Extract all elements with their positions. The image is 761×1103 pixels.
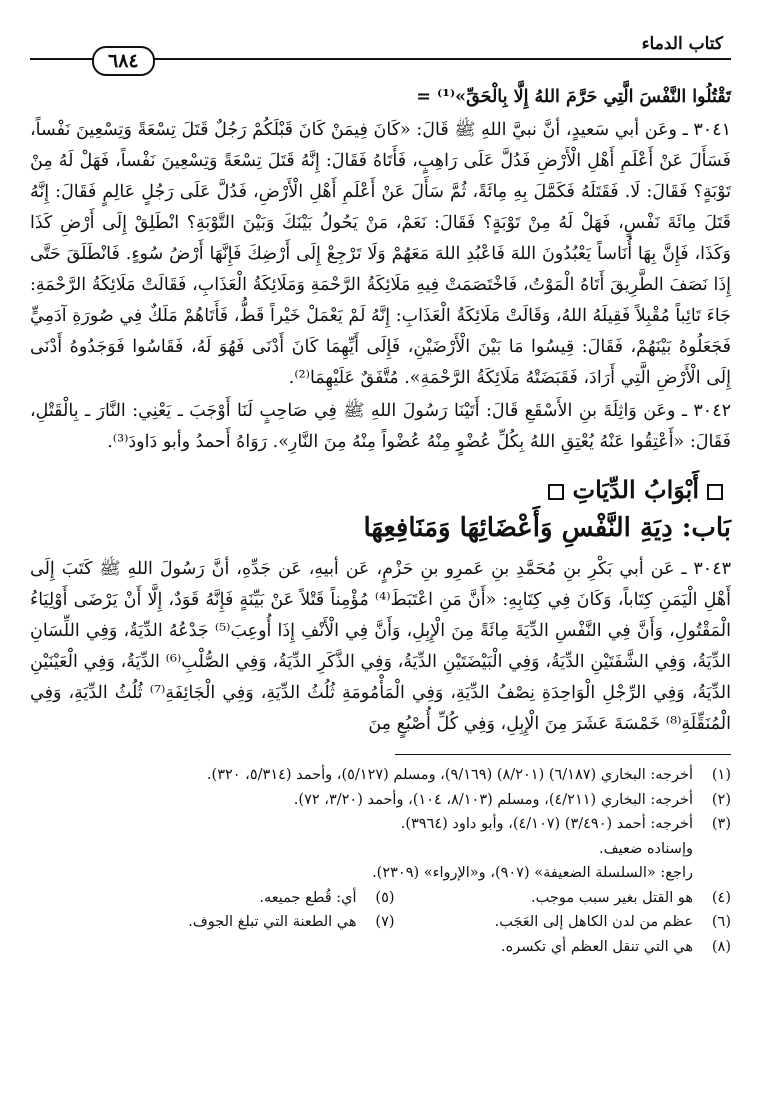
footnote	[30, 763, 731, 788]
footnote-number: (٥)	[375, 889, 395, 906]
footnote-continuation: وإسناده ضعيف.	[599, 840, 693, 857]
footnote-number: (٧)	[375, 914, 395, 930]
footnote	[30, 812, 731, 837]
footnote-text: عظم من لدن الكاهل إلى العَجَب.	[494, 914, 693, 930]
footnote-number: (٨)	[711, 938, 731, 955]
footnotes-rule	[395, 754, 731, 755]
footnote-text: أي: قُطع جميعه.	[259, 889, 357, 906]
footnote	[58, 886, 394, 911]
book-page	[30, 30, 731, 1090]
footnote-text: هي التي تنقل العظم أي تكسره.	[501, 938, 693, 955]
footnote-number: (٢)	[711, 791, 731, 808]
section-heading-text: أَبْوَابُ الدِّيَاتِ	[572, 475, 699, 504]
footnote-continuation: راجع: «السلسلة الضعيفة» (٩٠٧)، و«الإرواء» (٢٣٠٩).	[372, 865, 693, 881]
footnotes	[30, 763, 731, 959]
footnote-number: (١)	[711, 767, 731, 783]
footnote-text: هي الطعنة التي تبلغ الجوف.	[188, 914, 357, 930]
box-ornament-icon	[707, 484, 723, 500]
section-heading	[30, 474, 731, 505]
footnote-pair	[30, 910, 731, 935]
footnote	[395, 910, 731, 935]
page-header	[30, 30, 731, 82]
page-number: ٦٨٤	[92, 46, 155, 76]
footnote-text: أخرجه: البخاري (٤/٢١١)، ومسلم (٨/١٠٣، ١٠٤)، وأحمد (٣/٢٠، ٧٢).	[293, 791, 693, 808]
footnote-number: (٣)	[711, 816, 731, 832]
footnote-text: هو القتل بغير سبب موجب.	[531, 889, 693, 906]
footnote	[30, 935, 731, 960]
hadith-3043: ٣٠٤٣ ـ عَن أبي بَكْرِ بنِ مُحَمَّدِ بنِ عَمرِو بنِ حَزْمٍ، عَن أبيهِ، عَن جَدِّهِ، أنَّ رَسُولَ اللهِ ﷺ كَتَبَ إِلَى أَهْلِ الْيَمَنِ كِتَاباً، وَكَانَ فِي كِتَابِهِ: «أَنَّ مَنِ اعْتَبَطَ⁽⁴⁾ مُؤْمِناً قَتْلاً عَنْ بَيِّنَةٍ فَإِنَّهُ قَوَدٌ، إِلَّا أَنْ يَرْضَى أَوْلِيَاءُ الْمَقْتُولِ، وَأَنَّ فِي النَّفْسِ الدِّيَةَ مِائَةً مِنَ الْإِبِلِ، وَأَنَّ فِي الْأَنْفِ إِذَا أُوعِبَ⁽⁵⁾ جَدْعُهُ الدِّيَةُ، وَفِي اللِّسَانِ الدِّيَةُ، وَفِي الشَّفَتَيْنِ الدِّيَةُ، وَفِي الْبَيْضَتَيْنِ الدِّيَةُ، وَفِي الذَّكَرِ الدِّيَةُ، وَفِي الصُّلْبِ⁽⁶⁾ الدِّيَةُ، وَفِي الْعَيْنَيْنِ الدِّيَةُ، وَفِي الرِّجْلِ الْوَاحِدَةِ نِصْفُ الدِّيَةِ، وَفِي الْمَأْمُومَةِ ثُلُثُ الدِّيَةِ، وَفِي الْجَائِفَةِ⁽⁷⁾ ثُلُثُ الدِّيَةِ، وَفِي الْمُنَقِّلَةِ⁽⁸⁾ خَمْسَةَ عَشَرَ مِنَ الْإِبِلِ، وَفِي كُلِّ أُصْبُعٍ مِنَ	[30, 559, 731, 734]
footnote	[395, 886, 731, 911]
bab-heading: بَاب: دِيَةِ النَّفْسِ وَأَعْضَائِهَا وَمَنَافِعِهَا	[363, 513, 731, 543]
footnote	[30, 788, 731, 813]
footnote-number: (٤)	[711, 889, 731, 906]
hadith-3041: ٣٠٤١ ـ وعَن أبي سَعيدٍ، أنَّ نبيَّ اللهِ ﷺ قَالَ: «كَانَ فِيمَنْ كَانَ قَبْلَكُمْ رَجُلٌ قَتَلَ تِسْعَةً وَتِسْعِينَ نَفْساً، فَسَأَلَ عَنْ أَعْلَمِ أَهْلِ الْأَرْضِ فَدُلَّ عَلَى رَاهِبٍ، فَأَتَاهُ فَقَالَ: إِنَّهُ قَتَلَ تِسْعَةً وَتِسْعِينَ نَفْساً، فَهَلْ لَهُ مِنْ تَوْبَةٍ؟ فَقَالَ: لَا. فَقَتَلَهُ فَكَمَّلَ بِهِ مِائَةً، ثُمَّ سَأَلَ عَنْ أَعْلَمِ أَهْلِ الْأَرْضِ، فَدُلَّ عَلَى رَجُلٍ عَالِمٍ فَقَالَ: إِنَّهُ قَتَلَ مِائَةَ نَفْسٍ، فَهَلْ لَهُ مِنْ تَوْبَةٍ؟ فَقَالَ: نَعَمْ، مَنْ يَحُولُ بَيْنَكَ وَبَيْنَ التَّوْبَةِ؟ انْطَلِقْ إِلَى أَرْضِ كَذَا وَكَذَا، فَإِنَّ بِهَا أُنَاساً يَعْبُدُونَ اللهَ فَاعْبُدِ اللهَ مَعَهُمْ وَلَا تَرْجِعْ إِلَى أَرْضِكَ فَإِنَّهَا أَرْضُ سُوءٍ. فَانْطَلَقَ حَتَّى إِذَا نَصَفَ الطَّرِيقَ أَتَاهُ الْمَوْتُ، فَاخْتَصَمَتْ فِيهِ مَلَائِكَةُ الرَّحْمَةِ وَمَلَائِكَةُ الْعَذَابِ، فَقَالَتْ مَلَائِكَةُ الرَّحْمَةِ: جَاءَ تَائِباً مُقْبِلاً فَقِيلَهُ اللهُ، وَقَالَتْ مَلَائِكَةُ الْعَذَابِ: إِنَّهُ لَمْ يَعْمَلْ خَيْراً قَطُّ، فَأَتَاهُمْ مَلَكٌ فِي صُورَةِ آدَمِيٍّ فَجَعَلُوهُ بَيْنَهُمْ، فَقَالَ: قِيسُوا مَا بَيْنَ الْأَرْضَيْنِ، فَإِلَى أَيِّهِمَا كَانَ أَدْنَى فَهُوَ لَهُ، فَقَاسُوا فَوَجَدُوهُ أَدْنَى إِلَى الْأَرْضِ الَّتِي أَرَادَ، فَقَبَضَتْهُ مَلَائِكَةُ الرَّحْمَةِ». مُتَّفَقٌ عَلَيْهِمَا⁽²⁾.	[30, 120, 731, 388]
paragraph-continuation: تَقْتُلُوا النَّفْسَ الَّتِي حَرَّمَ اللهُ إِلَّا بِالْحَقِّ»⁽¹⁾ =	[416, 87, 731, 107]
footnote	[58, 910, 394, 935]
hadith-3042: ٣٠٤٢ ـ وعَن وَاثِلَةَ بنِ الأَسْقَعِ قَالَ: أَتَيْنَا رَسُولَ اللهِ ﷺ فِي صَاحِبٍ لَنَا أَوْجَبَ ـ يَعْنِي: النَّارَ ـ بِالْقَتْلِ، فَقَالَ: «أَعْتِقُوا عَنْهُ يُعْتِقِ اللهُ بِكُلِّ عُضْوٍ مِنْهُ عُضْواً مِنْهُ مِنَ النَّارِ». رَوَاهُ أَحمدُ وأبو دَاودَ⁽³⁾.	[30, 401, 731, 452]
footnote-number: (٦)	[711, 914, 731, 930]
footnote-text: أخرجه: البخاري (٦/١٨٧) (٨/٢٠١) (٩/١٦٩)، ومسلم (٥/١٢٧)، وأحمد (٥/٣١٤، ٣٢٠).	[206, 767, 693, 783]
footnote-pair	[30, 886, 731, 911]
book-title: كتاب الدماء	[641, 34, 723, 54]
footnote-text: أخرجه: أحمد (٣/٤٩٠) (٤/١٠٧)، وأبو داود (٣٩٦٤).	[400, 816, 693, 832]
box-ornament-icon	[548, 484, 564, 500]
main-text	[30, 82, 731, 740]
